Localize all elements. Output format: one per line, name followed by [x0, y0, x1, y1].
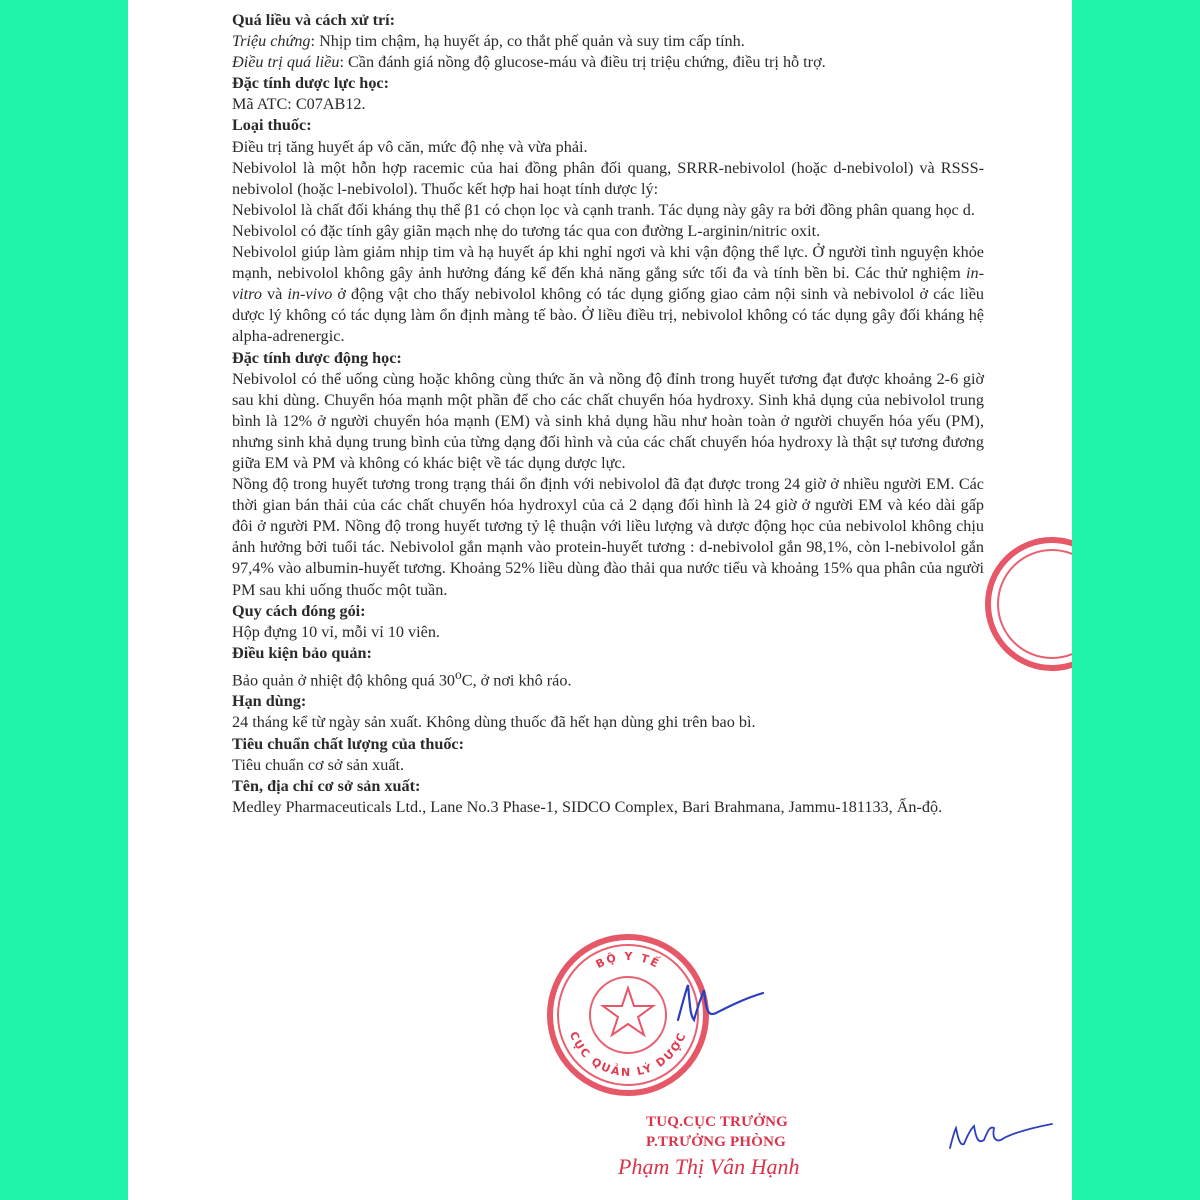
- signatory-name: Phạm Thị Vân Hạnh: [618, 1154, 800, 1179]
- text-run: Nebivolol giúp làm giảm nhịp tim và hạ huyết áp khi nghỉ ngơi và khi vận động thể lực. Ở người tình nguyện khỏe mạnh, nebivolol không gây ảnh hưởng đáng kể đến khả năng gắng sức tối đa và tính bền bỉ. Các thử nghiệm: [232, 243, 984, 283]
- document-page: [128, 0, 1072, 1200]
- paragraph: [232, 664, 984, 691]
- section-title-quality-standard: Tiêu chuẩn chất lượng của thuốc:: [232, 734, 464, 753]
- treatment-label: Điều trị quá liều: [232, 53, 340, 72]
- section-title-pharmacodynamics: Đặc tính dược lực học:: [232, 74, 389, 93]
- signature-title-line2: P.TRƯỞNG PHÒNG: [646, 1134, 787, 1150]
- italic-term: in-vitro: [232, 264, 984, 304]
- text-run: C, ở nơi khô ráo.: [461, 671, 572, 690]
- text-run: và: [261, 285, 288, 304]
- overdose-treatment: [232, 52, 984, 73]
- signature-scribble-icon: [668, 975, 768, 1035]
- section-title-manufacturer: Tên, địa chỉ cơ sở sản xuất:: [232, 776, 421, 795]
- paragraph: 24 tháng kể từ ngày sản xuất. Không dùng thuốc đã hết hạn dùng ghi trên bao bì.: [232, 713, 756, 732]
- paragraph: Nebivolol là chất đối kháng thụ thể β1 có chọn lọc và cạnh tranh. Tác dụng này gây ra bởi đồng phân quang học d.: [232, 200, 975, 219]
- paragraph: Hộp đựng 10 vỉ, mỗi vỉ 10 viên.: [232, 622, 440, 641]
- section-title-pharmacokinetics: Đặc tính dược động học:: [232, 348, 402, 367]
- overdose-symptoms: [232, 31, 984, 52]
- paragraph: Nebivolol có đặc tính gây giãn mạch nhẹ do tương tác qua con đường L-arginin/nitric oxit.: [232, 221, 821, 240]
- paragraph: Nebivolol có thể uống cùng hoặc không cùng thức ăn và nồng độ đỉnh trong huyết tương đạt được khoảng 2-6 giờ sau khi dùng. Chuyển hóa mạnh một phần để cho các chất chuyển hóa hydroxy. Sinh khả dụng của nebivolol trung bình là 12% ở người chuyển hóa mạnh (EM) và sinh khả dụng hầu như hoàn toàn ở người chuyển hóa yếu (PM), nhưng sinh khả dụng trung bình của từng dạng đối hình và của các chất chuyển hóa hydroxy là thật sự tương đương giữa EM và PM và không có khác biệt về tác dụng dược lực.: [232, 369, 984, 472]
- signature-title-line1: TUQ.CỤC TRƯỞNG: [646, 1114, 788, 1130]
- svg-text:BỘ Y TẾ: [594, 950, 663, 971]
- paragraph: Nồng độ trong huyết tương trong trạng thái ổn định với nebivolol đã đạt được trong 24 giờ ở nhiều người EM. Các thời gian bán thải của các chất chuyển hóa hydroxyl của cả 2 dạng đối hình là 24 giờ ở người EM và kéo dài gấp đôi ở người PM. Nồng độ trong huyết tương tỷ lệ thuận với liều lượng và dược động học của nebivolol không chịu ảnh hưởng bởi tuổi tác. Nebivolol gắn mạnh vào protein-huyết tương : d-nebivolol gắn 98,1%, còn l-nebivolol gắn 97,4% vào albumin-huyết tương. Khoảng 52% liều dùng đào thải qua nước tiểu và khoảng 15% qua phân của người PM sau khi uống thuốc một tuần.: [232, 475, 984, 599]
- degree-mark: o: [455, 666, 462, 682]
- section-title-storage: Điều kiện bảo quản:: [232, 643, 372, 662]
- section-title-overdose: Quá liều và cách xử trí:: [232, 11, 396, 29]
- seal-bottom-text: CỤC QUẢN LÝ DƯỢC: [566, 1029, 690, 1080]
- treatment-text: : Cần đánh giá nồng độ glucose-máu và điều trị triệu chứng, điều trị hỗ trợ.: [339, 53, 826, 72]
- paragraph: Nebivolol là một hỗn hợp racemic của hai đồng phân đối quang, SRRR-nebivolol (hoặc d-nebivolol) và RSSS-nebivolol (hoặc l-nebivolol). Thuốc kết hợp hai hoạt tính dược lý:: [232, 158, 984, 198]
- document-content: [232, 10, 984, 818]
- svg-text:CỤC QUẢN LÝ DƯỢC: [567, 1030, 689, 1079]
- text-run: Bảo quản ở nhiệt độ không quá 30: [232, 671, 456, 690]
- italic-term: in-vivo: [287, 285, 333, 304]
- manufacturer-address: Medley Pharmaceuticals Ltd., Lane No.3 Phase-1, SIDCO Complex, Bari Brahmana, Jammu-181133, Ấn-độ.: [232, 797, 943, 816]
- text-run: ở động vật cho thấy nebivolol không có tác dụng giống giao cảm nội sinh và nebivolol ở các liều dược lý không có tác dụng làm ổn định màng tế bào. Ở liều điều trị, nebivolol không có tác dụng gây đối kháng hệ alpha-adrenergic.: [232, 285, 984, 346]
- symptoms-text: : Nhịp tim chậm, hạ huyết áp, co thắt phế quản và suy tim cấp tính.: [310, 32, 745, 51]
- paragraph: Điều trị tăng huyết áp vô căn, mức độ nhẹ và vừa phải.: [232, 137, 588, 156]
- section-title-shelf-life: Hạn dùng:: [232, 692, 307, 711]
- handwritten-signature-icon: [946, 1116, 1056, 1156]
- paragraph: [232, 242, 984, 347]
- symptoms-label: Triệu chứng: [232, 32, 311, 51]
- section-title-drug-class: Loại thuốc:: [232, 116, 312, 135]
- signature-block: [618, 1110, 1038, 1200]
- seal-top-text: BỘ Y TẾ: [593, 949, 663, 972]
- edge-stamp-icon: [970, 530, 1072, 680]
- section-title-packaging: Quy cách đóng gói:: [232, 601, 366, 620]
- atc-code: Mã ATC: C07AB12.: [232, 95, 366, 114]
- paragraph: Tiêu chuẩn cơ sở sản xuất.: [232, 755, 405, 774]
